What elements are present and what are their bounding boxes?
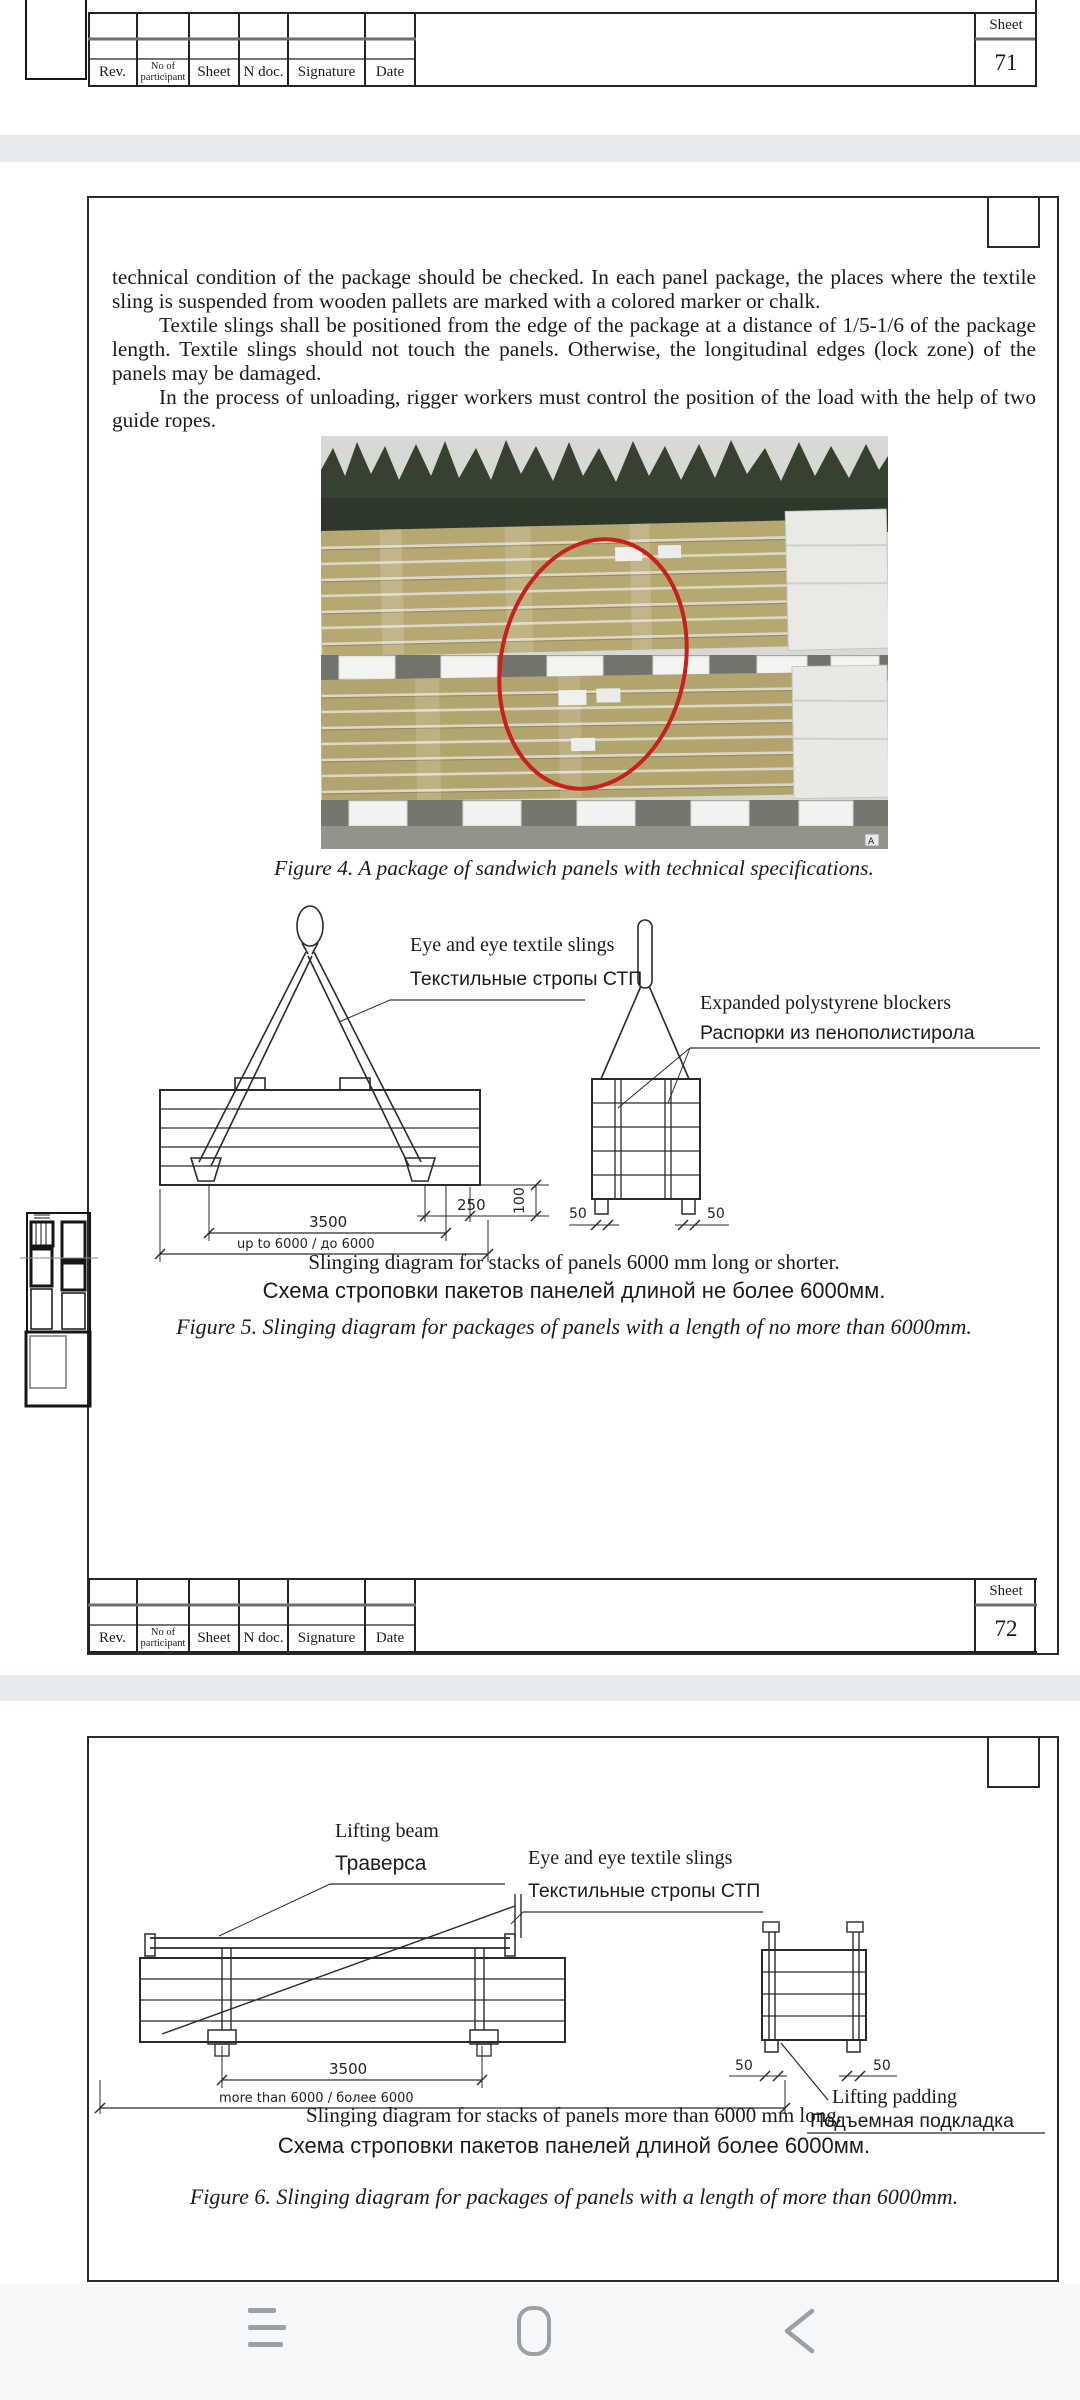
- sheet-label: Sheet: [989, 17, 1023, 34]
- sheet-label: Sheet: [989, 1583, 1023, 1600]
- col-sheet: Sheet: [197, 64, 231, 81]
- col-signature: Signature: [297, 64, 356, 81]
- fig6-padding-label-en: Lifting padding: [832, 2086, 957, 2108]
- home-icon[interactable]: [517, 2306, 551, 2356]
- col-participant: No of participant: [140, 1627, 186, 1649]
- dim-50-right: 50: [707, 1206, 725, 1222]
- fig5-caption-ru: Схема строповки пакетов панелей длиной не более 6000мм.: [262, 1278, 886, 1303]
- dim-50-right: 50: [873, 2058, 891, 2074]
- paragraph-2: Textile slings shall be positioned from the edge of the package at a distance of 1/5-1/6 of the package length. Textile slings should not touch the panels. Otherwise, the longitudinal edges (lock zone) of the panels may be damaged.: [112, 312, 1036, 385]
- fig6-slings-label-ru: Текстильные стропы СТП: [528, 1880, 761, 1902]
- dim-3500: 3500: [329, 2060, 368, 2078]
- fig5-slings-label-en: Eye and eye textile slings: [410, 934, 615, 956]
- frame-edge-line: [1035, 0, 1037, 87]
- col-signature: Signature: [297, 1630, 356, 1647]
- back-icon[interactable]: [776, 2306, 824, 2356]
- photo-graphic: [321, 436, 888, 849]
- sheet-number-72: 72: [994, 1615, 1018, 1641]
- col-ndoc: N doc.: [243, 1630, 284, 1647]
- photo-watermark: A: [868, 837, 875, 847]
- fig6-caption-en: Slinging diagram for stacks of panels more than 6000 mm long.: [306, 2103, 842, 2127]
- fig6-padding-label-ru: Подъемная подкладка: [810, 2110, 1014, 2132]
- col-rev: Rev.: [99, 1630, 126, 1647]
- dim-50-left: 50: [569, 1206, 587, 1222]
- sheet-number-71: 71: [994, 49, 1018, 75]
- page-gap-separator: [0, 135, 1080, 162]
- page3-corner-box: [987, 1736, 1040, 1788]
- fig6-beam-label-ru: Траверса: [335, 1852, 427, 1875]
- recents-icon[interactable]: [248, 2308, 288, 2348]
- body-text: [112, 266, 1036, 433]
- fig5-blockers-label-ru: Распорки из пенополистирола: [700, 1022, 975, 1044]
- title-block-top: [88, 12, 1037, 87]
- page2-corner-box: [987, 196, 1040, 248]
- col-date: Date: [375, 1630, 405, 1647]
- dim-3500: 3500: [309, 1213, 348, 1231]
- col-ndoc: N doc.: [243, 64, 284, 81]
- col-rev: Rev.: [99, 64, 126, 81]
- col-date: Date: [375, 64, 405, 81]
- figure6-caption: Figure 6. Slinging diagram for packages of panels with a length of more than 6000mm.: [189, 2184, 959, 2209]
- fig5-caption-en: Slinging diagram for stacks of panels 6000 mm long or shorter.: [308, 1250, 840, 1274]
- title-block-bottom: [88, 1578, 1037, 1653]
- fig5-blockers-label-en: Expanded polystyrene blockers: [700, 992, 952, 1014]
- dim-up-to-6000: up to 6000 / до 6000: [237, 1237, 375, 1252]
- paragraph-1: technical condition of the package should be checked. In each panel package, the places where the textile sling is suspended from wooden pallets are marked with a colored marker or chalk.: [112, 265, 1036, 313]
- figure5-caption: Figure 5. Slinging diagram for packages of panels with a length of no more than 6000mm.: [176, 1314, 972, 1339]
- fig6-slings-label-en: Eye and eye textile slings: [528, 1847, 733, 1869]
- dim-250: 250: [457, 1196, 486, 1214]
- margin-stamp-cluster: [20, 1205, 98, 1410]
- dim-100: 100: [512, 1187, 528, 1214]
- dim-50-left: 50: [735, 2058, 753, 2074]
- fig5-slings-label-ru: Текстильные стропы СТП: [410, 968, 643, 990]
- figure4-caption: Figure 4. A package of sandwich panels with technical specifications.: [274, 856, 874, 880]
- paragraph-3: In the process of unloading, rigger workers must control the position of the load with the help of two guide ropes.: [112, 384, 1036, 433]
- col-participant: No of participant: [140, 61, 186, 83]
- dim-more-than-6000: more than 6000 / более 6000: [219, 2091, 414, 2106]
- fig6-beam-label-en: Lifting beam: [335, 1820, 439, 1842]
- page-gap-separator: [0, 1675, 1080, 1701]
- col-sheet: Sheet: [197, 1630, 231, 1647]
- fig6-caption-ru: Схема строповки пакетов панелей длиной более 6000мм.: [277, 2133, 871, 2158]
- figure4-photo: [321, 436, 888, 849]
- page1-stamp-box: [25, 0, 87, 80]
